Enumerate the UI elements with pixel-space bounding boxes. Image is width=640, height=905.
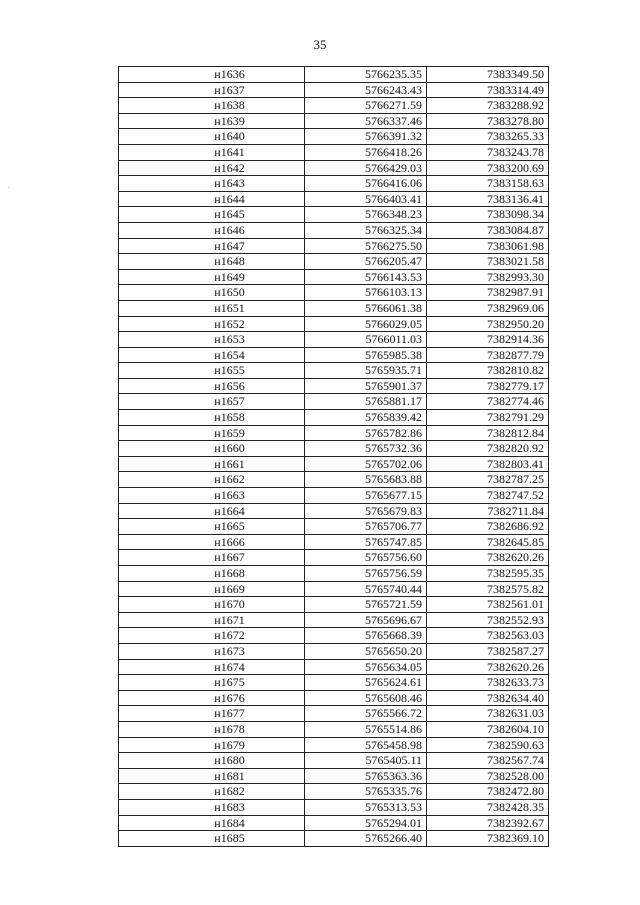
y-coordinate-cell: 7382631.03 (427, 706, 549, 722)
table-row (119, 222, 549, 238)
x-coordinate-cell: 5765721.59 (305, 597, 427, 613)
table-row (119, 659, 549, 675)
y-coordinate-cell: 7382645.85 (427, 534, 549, 550)
table-row (119, 332, 549, 348)
y-coordinate-cell: 7382987.91 (427, 285, 549, 301)
x-coordinate-cell: 5765756.60 (305, 550, 427, 566)
point-id-cell: н1645 (119, 207, 305, 223)
x-coordinate-cell: 5765677.15 (305, 488, 427, 504)
x-coordinate-cell: 5765683.88 (305, 472, 427, 488)
y-coordinate-cell: 7382810.82 (427, 363, 549, 379)
y-coordinate-cell: 7383278.80 (427, 113, 549, 129)
x-coordinate-cell: 5766391.32 (305, 129, 427, 145)
point-id-cell: н1667 (119, 550, 305, 566)
y-coordinate-cell: 7382634.40 (427, 690, 549, 706)
point-id-cell: н1683 (119, 799, 305, 815)
x-coordinate-cell: 5765608.46 (305, 690, 427, 706)
table-row (119, 519, 549, 535)
table-row (119, 566, 549, 582)
table-row (119, 597, 549, 613)
coordinates-table-body (119, 67, 549, 847)
x-coordinate-cell: 5766429.03 (305, 160, 427, 176)
y-coordinate-cell: 7382877.79 (427, 347, 549, 363)
y-coordinate-cell: 7382392.67 (427, 815, 549, 831)
y-coordinate-cell: 7382993.30 (427, 269, 549, 285)
x-coordinate-cell: 5766235.35 (305, 67, 427, 83)
point-id-cell: н1654 (119, 347, 305, 363)
table-row (119, 441, 549, 457)
point-id-cell: н1655 (119, 363, 305, 379)
point-id-cell: н1665 (119, 519, 305, 535)
point-id-cell: н1656 (119, 378, 305, 394)
point-id-cell: н1649 (119, 269, 305, 285)
x-coordinate-cell: 5765634.05 (305, 659, 427, 675)
point-id-cell: н1644 (119, 191, 305, 207)
table-row (119, 799, 549, 815)
table-row (119, 503, 549, 519)
y-coordinate-cell: 7383084.87 (427, 222, 549, 238)
table-row (119, 378, 549, 394)
table-row (119, 612, 549, 628)
x-coordinate-cell: 5765679.83 (305, 503, 427, 519)
y-coordinate-cell: 7382590.63 (427, 737, 549, 753)
x-coordinate-cell: 5766243.43 (305, 82, 427, 98)
x-coordinate-cell: 5766271.59 (305, 98, 427, 114)
table-row (119, 721, 549, 737)
point-id-cell: н1636 (119, 67, 305, 83)
x-coordinate-cell: 5766103.13 (305, 285, 427, 301)
x-coordinate-cell: 5765747.85 (305, 534, 427, 550)
y-coordinate-cell: 7383200.69 (427, 160, 549, 176)
table-row (119, 706, 549, 722)
y-coordinate-cell: 7383288.92 (427, 98, 549, 114)
y-coordinate-cell: 7382620.26 (427, 550, 549, 566)
table-row (119, 207, 549, 223)
y-coordinate-cell: 7382369.10 (427, 831, 549, 847)
y-coordinate-cell: 7382587.27 (427, 643, 549, 659)
x-coordinate-cell: 5765650.20 (305, 643, 427, 659)
table-row (119, 456, 549, 472)
table-row (119, 472, 549, 488)
point-id-cell: н1668 (119, 566, 305, 582)
table-row (119, 285, 549, 301)
table-row (119, 316, 549, 332)
point-id-cell: н1663 (119, 488, 305, 504)
x-coordinate-cell: 5766325.34 (305, 222, 427, 238)
table-row (119, 98, 549, 114)
x-coordinate-cell: 5765696.67 (305, 612, 427, 628)
table-row (119, 550, 549, 566)
table-row (119, 363, 549, 379)
point-id-cell: н1673 (119, 643, 305, 659)
y-coordinate-cell: 7383021.58 (427, 254, 549, 270)
table-row (119, 690, 549, 706)
point-id-cell: н1642 (119, 160, 305, 176)
x-coordinate-cell: 5765935.71 (305, 363, 427, 379)
y-coordinate-cell: 7382633.73 (427, 675, 549, 691)
y-coordinate-cell: 7383136.41 (427, 191, 549, 207)
point-id-cell: н1684 (119, 815, 305, 831)
x-coordinate-cell: 5765668.39 (305, 628, 427, 644)
x-coordinate-cell: 5765740.44 (305, 581, 427, 597)
table-row (119, 254, 549, 270)
y-coordinate-cell: 7382575.82 (427, 581, 549, 597)
table-row (119, 831, 549, 847)
y-coordinate-cell: 7382914.36 (427, 332, 549, 348)
y-coordinate-cell: 7382820.92 (427, 441, 549, 457)
point-id-cell: н1659 (119, 425, 305, 441)
x-coordinate-cell: 5765732.36 (305, 441, 427, 457)
coordinates-table (118, 66, 549, 847)
point-id-cell: н1646 (119, 222, 305, 238)
x-coordinate-cell: 5765363.36 (305, 768, 427, 784)
table-row (119, 176, 549, 192)
point-id-cell: н1662 (119, 472, 305, 488)
point-id-cell: н1669 (119, 581, 305, 597)
x-coordinate-cell: 5765405.11 (305, 753, 427, 769)
x-coordinate-cell: 5765294.01 (305, 815, 427, 831)
y-coordinate-cell: 7383265.33 (427, 129, 549, 145)
x-coordinate-cell: 5765514.86 (305, 721, 427, 737)
y-coordinate-cell: 7382812.84 (427, 425, 549, 441)
x-coordinate-cell: 5766275.50 (305, 238, 427, 254)
y-coordinate-cell: 7382472.80 (427, 784, 549, 800)
point-id-cell: н1637 (119, 82, 305, 98)
point-id-cell: н1678 (119, 721, 305, 737)
table-row (119, 67, 549, 83)
point-id-cell: н1676 (119, 690, 305, 706)
table-row (119, 784, 549, 800)
y-coordinate-cell: 7383061.98 (427, 238, 549, 254)
point-id-cell: н1672 (119, 628, 305, 644)
x-coordinate-cell: 5765702.06 (305, 456, 427, 472)
y-coordinate-cell: 7382969.06 (427, 300, 549, 316)
x-coordinate-cell: 5765566.72 (305, 706, 427, 722)
point-id-cell: н1682 (119, 784, 305, 800)
table-row (119, 347, 549, 363)
y-coordinate-cell: 7382561.01 (427, 597, 549, 613)
y-coordinate-cell: 7383098.34 (427, 207, 549, 223)
point-id-cell: н1679 (119, 737, 305, 753)
point-id-cell: н1638 (119, 98, 305, 114)
table-row (119, 675, 549, 691)
point-id-cell: н1671 (119, 612, 305, 628)
x-coordinate-cell: 5765624.61 (305, 675, 427, 691)
y-coordinate-cell: 7383158.63 (427, 176, 549, 192)
x-coordinate-cell: 5765782.86 (305, 425, 427, 441)
table-row (119, 488, 549, 504)
table-row (119, 581, 549, 597)
y-coordinate-cell: 7382552.93 (427, 612, 549, 628)
y-coordinate-cell: 7383349.50 (427, 67, 549, 83)
point-id-cell: н1674 (119, 659, 305, 675)
x-coordinate-cell: 5765266.40 (305, 831, 427, 847)
point-id-cell: н1661 (119, 456, 305, 472)
x-coordinate-cell: 5766205.47 (305, 254, 427, 270)
x-coordinate-cell: 5765706.77 (305, 519, 427, 535)
y-coordinate-cell: 7382803.41 (427, 456, 549, 472)
x-coordinate-cell: 5765458.98 (305, 737, 427, 753)
point-id-cell: н1677 (119, 706, 305, 722)
point-id-cell: н1670 (119, 597, 305, 613)
x-coordinate-cell: 5766416.06 (305, 176, 427, 192)
point-id-cell: н1657 (119, 394, 305, 410)
y-coordinate-cell: 7382567.74 (427, 753, 549, 769)
table-row (119, 643, 549, 659)
y-coordinate-cell: 7382620.26 (427, 659, 549, 675)
table-row (119, 410, 549, 426)
point-id-cell: н1664 (119, 503, 305, 519)
x-coordinate-cell: 5766337.46 (305, 113, 427, 129)
point-id-cell: н1681 (119, 768, 305, 784)
y-coordinate-cell: 7382791.29 (427, 410, 549, 426)
x-coordinate-cell: 5766061.38 (305, 300, 427, 316)
table-row (119, 534, 549, 550)
table-row (119, 815, 549, 831)
point-id-cell: н1675 (119, 675, 305, 691)
point-id-cell: н1641 (119, 144, 305, 160)
table-row (119, 768, 549, 784)
x-coordinate-cell: 5765335.76 (305, 784, 427, 800)
x-coordinate-cell: 5765756.59 (305, 566, 427, 582)
margin-mark: . (8, 182, 10, 190)
point-id-cell: н1650 (119, 285, 305, 301)
y-coordinate-cell: 7382747.52 (427, 488, 549, 504)
x-coordinate-cell: 5765839.42 (305, 410, 427, 426)
table-row (119, 269, 549, 285)
table-row (119, 129, 549, 145)
y-coordinate-cell: 7382563.03 (427, 628, 549, 644)
x-coordinate-cell: 5766143.53 (305, 269, 427, 285)
y-coordinate-cell: 7383314.49 (427, 82, 549, 98)
y-coordinate-cell: 7382711.84 (427, 503, 549, 519)
point-id-cell: н1648 (119, 254, 305, 270)
point-id-cell: н1639 (119, 113, 305, 129)
table-row (119, 300, 549, 316)
y-coordinate-cell: 7382604.10 (427, 721, 549, 737)
x-coordinate-cell: 5766403.41 (305, 191, 427, 207)
point-id-cell: н1643 (119, 176, 305, 192)
x-coordinate-cell: 5765881.17 (305, 394, 427, 410)
x-coordinate-cell: 5766011.03 (305, 332, 427, 348)
x-coordinate-cell: 5765985.38 (305, 347, 427, 363)
y-coordinate-cell: 7382686.92 (427, 519, 549, 535)
point-id-cell: н1658 (119, 410, 305, 426)
table-row (119, 82, 549, 98)
point-id-cell: н1660 (119, 441, 305, 457)
x-coordinate-cell: 5765901.37 (305, 378, 427, 394)
y-coordinate-cell: 7382950.20 (427, 316, 549, 332)
table-row (119, 753, 549, 769)
point-id-cell: н1666 (119, 534, 305, 550)
table-row (119, 737, 549, 753)
y-coordinate-cell: 7382528.00 (427, 768, 549, 784)
page-number: 35 (313, 37, 327, 52)
x-coordinate-cell: 5766029.05 (305, 316, 427, 332)
point-id-cell: н1653 (119, 332, 305, 348)
x-coordinate-cell: 5766418.26 (305, 144, 427, 160)
table-row (119, 191, 549, 207)
y-coordinate-cell: 7382774.46 (427, 394, 549, 410)
point-id-cell: н1640 (119, 129, 305, 145)
point-id-cell: н1680 (119, 753, 305, 769)
table-row (119, 160, 549, 176)
point-id-cell: н1651 (119, 300, 305, 316)
table-row (119, 394, 549, 410)
point-id-cell: н1652 (119, 316, 305, 332)
y-coordinate-cell: 7382595.35 (427, 566, 549, 582)
table-row (119, 144, 549, 160)
y-coordinate-cell: 7382787.25 (427, 472, 549, 488)
y-coordinate-cell: 7383243.78 (427, 144, 549, 160)
table-row (119, 113, 549, 129)
table-row (119, 425, 549, 441)
table-row (119, 238, 549, 254)
point-id-cell: н1647 (119, 238, 305, 254)
y-coordinate-cell: 7382779.17 (427, 378, 549, 394)
x-coordinate-cell: 5766348.23 (305, 207, 427, 223)
table-row (119, 628, 549, 644)
point-id-cell: н1685 (119, 831, 305, 847)
y-coordinate-cell: 7382428.35 (427, 799, 549, 815)
x-coordinate-cell: 5765313.53 (305, 799, 427, 815)
